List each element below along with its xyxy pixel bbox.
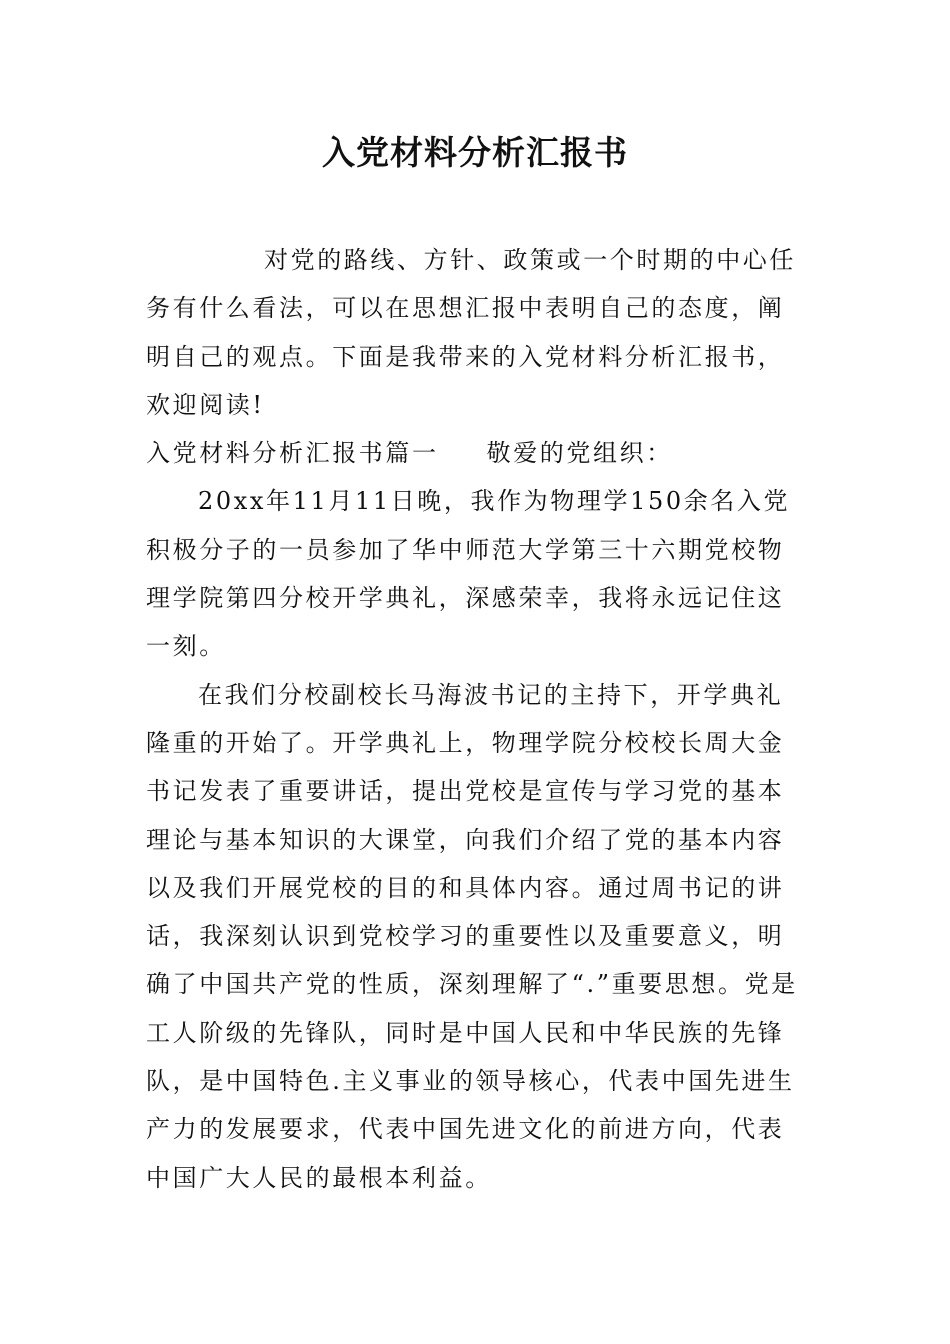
body-paragraph-2: 在我们分校副校长马海波书记的主持下，开学典礼隆重的开始了。开学典礼上，物理学院分校校长周大金书记发表了重要讲话，提出党校是宣传与学习党的基本理论与基本知识的大课堂，向我们介绍了党的基本内容以及我们开展党校的目的和具体内容。通过周书记的讲话，我深刻认识到党校学习的重要性以及重要意义，明确了中国共产党的性质，深刻理解了“.”重要思想。党是工人阶级的先锋队，同时是中国人民和中华民族的先锋队，是中国特色.主义事业的领导核心，代表中国先进生产力的发展要求，代表中国先进文化的前进方向，代表中国广大人民的最根本利益。: [146, 680, 798, 1192]
salutation: 敬爱的党组织：: [486, 439, 673, 468]
section-line: [146, 429, 806, 477]
body-paragraph-1: 20xx年11月11日晚，我作为物理学150余名入党积极分子的一员参加了华中师范大学第三十六期党校物理学院第四分校开学典礼，深感荣幸，我将永远记住这一刻。: [146, 487, 791, 661]
intro-paragraph: 对党的路线、方针、政策或一个时期的中心任务有什么看法，可以在思想汇报中表明自己的态度，阐明自己的观点。下面是我带来的入党材料分析汇报书，欢迎阅读!: [146, 246, 796, 419]
document-body: [146, 236, 806, 1202]
section-heading: 入党材料分析汇报书篇一: [146, 439, 439, 468]
document-title: 入党材料分析汇报书: [322, 133, 628, 172]
